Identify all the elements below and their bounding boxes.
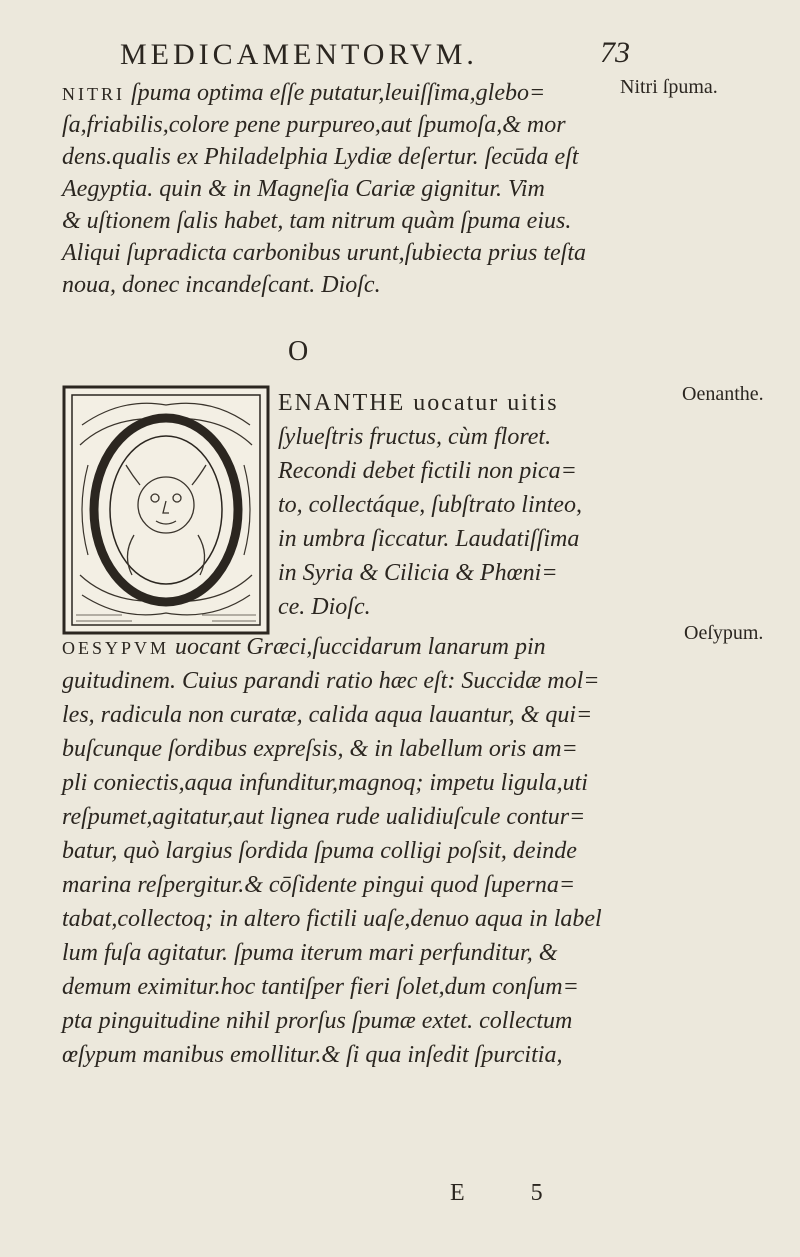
page-number: 73 — [600, 36, 630, 69]
text-line: demum eximitur.hoc tantiſper fieri ſolet,dum conſum= — [62, 974, 579, 1000]
text-line: to, collectáque, ſubſtrato linteo, — [278, 492, 582, 518]
text-line: batur, quò largius ſordida ſpuma colligi poſsit, deinde — [62, 838, 577, 864]
margin-note-nitri: Nitri ſpuma. — [620, 76, 718, 98]
section-lead-nitri: NITRI — [62, 84, 125, 104]
text-line: ENANTHE uocatur uitis — [278, 390, 559, 416]
text-line-content: uocant Græci,ſuccidarum lanarum pin — [175, 634, 546, 660]
text-line: noua, donec incandeſcant. Dioſc. — [62, 272, 381, 298]
text-line: Recondi debet fictili non pica= — [278, 458, 577, 484]
text-line: reſpumet,agitatur,aut lignea rude ualidiuſcule contur= — [62, 804, 586, 830]
section-initial-o: O — [288, 336, 309, 367]
text-line: & uſtionem ſalis habet, tam nitrum quàm ſpuma eius. — [62, 208, 572, 234]
text-line: ſylueſtris fructus, cùm floret. — [278, 424, 552, 450]
text-line: pli coniectis,aqua infunditur,magnoq; impetu ligula,uti — [62, 770, 588, 796]
text-line: in umbra ſiccatur. Laudatiſſima — [278, 526, 580, 552]
margin-note-oenanthe: Oenanthe. — [682, 383, 764, 405]
text-line: dens.qualis ex Philadelphia Lydiæ deſertur. ſecūda eſt — [62, 144, 579, 170]
text-line: buſcunque ſordibus expreſsis, & in labellum oris am= — [62, 736, 578, 762]
text-line: œſypum manibus emollitur.& ſi qua inſedit ſpurcitia, — [62, 1042, 563, 1068]
margin-note-oesypum: Oeſypum. — [684, 622, 764, 644]
text-line: Aegyptia. quin & in Magneſia Cariæ gignitur. Vim — [62, 176, 545, 202]
text-line: lum fuſa agitatur. ſpuma iterum mari perfunditur, & — [62, 940, 558, 966]
text-line — [62, 78, 672, 109]
section-lead-oesypum: OESYPVM — [62, 638, 170, 658]
woodcut-initial-ornament — [62, 385, 270, 635]
text-line: Aliqui ſupradicta carbonibus urunt,ſubiecta prius teſta — [62, 240, 586, 266]
catchword-signature: E 5 — [450, 1180, 573, 1206]
running-header: MEDICAMENTORVM. — [120, 38, 478, 71]
text-line: guitudinem. Cuius parandi ratio hæc eſt: Succidæ mol= — [62, 668, 600, 694]
text-line: les, radicula non curatæ, calida aqua lauantur, & qui= — [62, 702, 593, 728]
text-line: in Syria & Cilicia & Phœni= — [278, 560, 558, 586]
text-line: marina reſpergitur.& cōſidente pingui quod ſuperna= — [62, 872, 576, 898]
text-line — [62, 632, 672, 663]
text-line: ce. Dioſc. — [278, 594, 371, 620]
text-line: tabat,collectoq; in altero fictili uaſe,denuo aqua in label — [62, 906, 602, 932]
text-line: pta pinguitudine nihil prorſus ſpumæ extet. collectum — [62, 1008, 573, 1034]
text-line-content: ſpuma optima eſſe putatur,leuiſſima,glebo= — [131, 80, 546, 106]
text-line: ſa,friabilis,colore pene purpureo,aut ſpumoſa,& mor — [62, 112, 566, 138]
